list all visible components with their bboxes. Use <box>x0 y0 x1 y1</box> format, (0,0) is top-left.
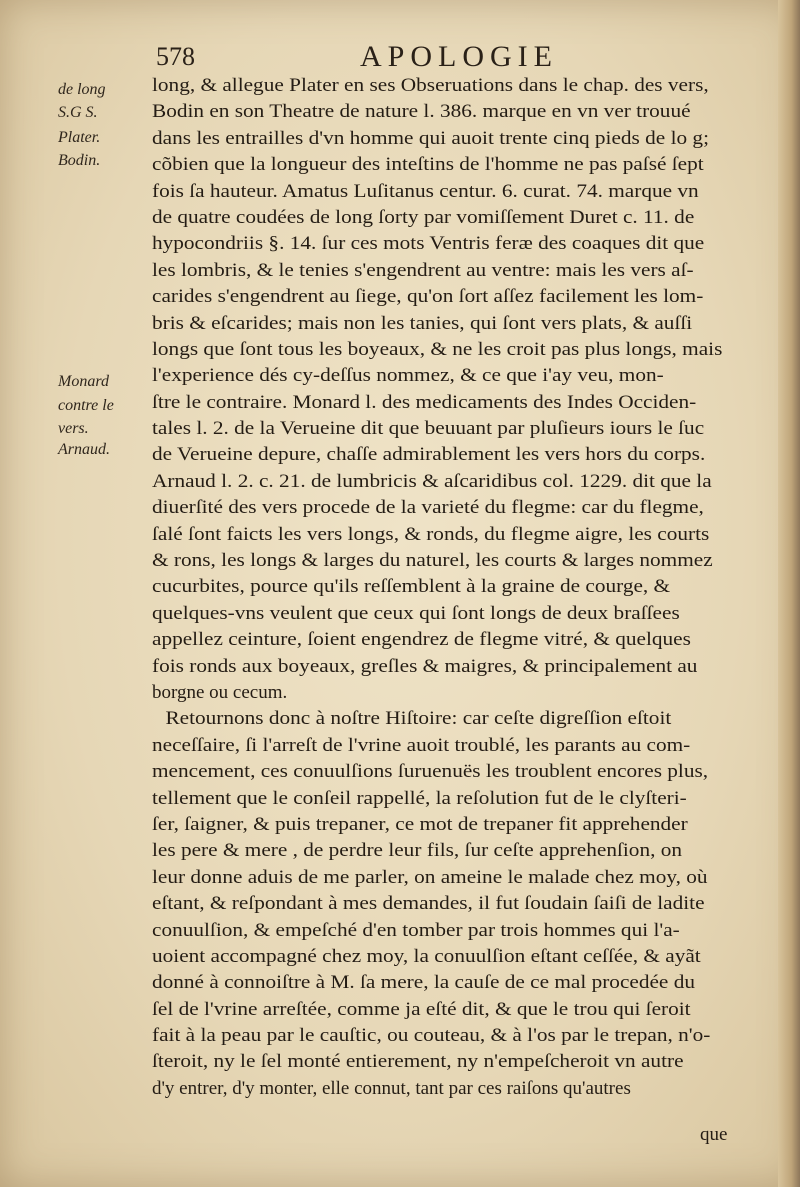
marginal-note: S.G S. <box>58 104 98 121</box>
text-line: conuulſion, & empeſché d'en tomber par trois hommes qui l'a- <box>152 919 680 941</box>
text-line: ſalé ſont faicts les vers longs, & ronds, du flegme aigre, les courts <box>152 523 710 545</box>
text-line: de quatre coudées de long ſorty par vomiſſement Duret c. 11. de <box>152 206 695 228</box>
text-line: ſer, ſaigner, & puis trepaner, ce mot de trepaner fit apprehender <box>152 813 688 835</box>
text-line: Retournons donc à noſtre Hiſtoire: car ceſte digreſſion eſtoit <box>165 708 672 730</box>
text-line: cõbien que la longueur des inteſtins de l'homme ne pas paſsé ſept <box>152 154 704 176</box>
text-line: tellement que le conſeil rappellé, la reſolution fut de le clyſteri- <box>152 787 687 809</box>
text-line: bris & eſcarides; mais non les tanies, qui ſont vers plats, & auſſi <box>152 312 693 334</box>
page-number: 578 <box>156 42 195 71</box>
text-line: de Verueine depure, chaſſe admirablement les vers hors du corps. <box>152 444 706 466</box>
text-line: eſtant, & reſpondant à mes demandes, il fut ſoudain ſaiſi de ladite <box>152 893 705 915</box>
text-line: tales l. 2. de la Verueine dit que beuuant par pluſieurs iours le ſuc <box>152 418 705 440</box>
text-line: fois ſa hauteur. Amatus Luſitanus centur. 6. curat. 74. marque vn <box>152 180 699 202</box>
text-line: diuerſité des vers procede de la varieté du flegme: car du flegme, <box>152 497 704 519</box>
text-line: les lombris, & le tenies s'engendrent au ventre: mais les vers aſ- <box>152 259 694 281</box>
text-line: quelques-vns veulent que ceux qui ſont longs de deux braſſees <box>152 602 680 624</box>
text-line: borgne ou cecum. <box>152 681 288 703</box>
text-line: donné à connoiſtre à M. ſa mere, la cauſe de ce mal procedée du <box>152 972 695 994</box>
text-line: ſteroit, ny le ſel monté entierement, ny n'empeſcheroit vn autre <box>152 1051 684 1073</box>
running-head: APOLOGIE <box>360 40 558 73</box>
text-line: & rons, les longs & larges du naturel, les courts & larges nommez <box>152 550 713 572</box>
text-line: hypocondriis §. 14. ſur ces mots Ventris feræ des coaques dit que <box>152 233 705 255</box>
marginal-note: Bodin. <box>58 152 101 169</box>
marginal-note: Arnaud. <box>58 441 110 458</box>
text-line: neceſſaire, ſi l'arreſt de l'vrine auoit troublé, les parants au com- <box>152 734 691 756</box>
text-line: appellez ceinture, ſoient engendrez de flegme vitré, & quelques <box>152 629 691 651</box>
text-line: long, & allegue Plater en ses Obseruations dans le chap. des vers, <box>152 75 709 96</box>
text-line: Arnaud l. 2. c. 21. de lumbricis & aſcaridibus col. 1229. dit que la <box>152 470 712 492</box>
text-line: mencement, ces conuulſions ſuruenuës les troublent encores plus, <box>152 761 709 783</box>
text-line: longs que ſont tous les boyeaux, & ne les croit pas plus longs, mais <box>152 338 723 360</box>
marginal-note: de long <box>58 81 106 98</box>
text-line: ſtre le contraire. Monard l. des medicaments des Indes Occiden- <box>152 391 697 413</box>
page-header <box>150 40 750 76</box>
marginal-note: vers. <box>58 420 89 437</box>
text-line: les pere & mere , de perdre leur fils, ſur ceſte apprehenſion, on <box>152 840 683 862</box>
marginal-note: Plater. <box>58 129 101 146</box>
page-edge <box>778 0 800 1187</box>
text-line: l'experience dés cy-deſſus nommez, & ce que i'ay veu, mon- <box>152 365 664 387</box>
marginal-note: contre le <box>58 397 114 414</box>
text-line: leur donne aduis de me parler, on ameine le malade chez moy, où <box>152 866 708 888</box>
text-line: uoient accompagné chez moy, la conuulſion eſtant ceſſée, & ayãt <box>152 945 701 967</box>
text-line: cucurbites, pource qu'ils reſſemblent à la graine de courge, & <box>152 576 671 598</box>
text-line: ſel de l'vrine arreſtée, comme ja eſté dit, & que le trou qui ſeroit <box>152 998 691 1020</box>
catchword: que <box>700 1124 728 1145</box>
text-line: fait à la peau par le cauſtic, ou couteau, & à l'os par le trepan, n'o- <box>152 1025 711 1047</box>
text-line: fois ronds aux boyeaux, greſles & maigres, & principalement au <box>152 655 698 677</box>
text-line: d'y entrer, d'y monter, elle connut, tant par ces raiſons qu'autres <box>152 1077 631 1099</box>
marginal-note: Monard <box>58 373 109 390</box>
text-line: carides s'engendrent au ſiege, qu'on ſort aſſez facilement les lom- <box>152 286 704 308</box>
body-text <box>152 73 738 1102</box>
text-line: dans les entrailles d'vn homme qui auoit trente cinq pieds de lo g; <box>152 127 709 149</box>
text-line: Bodin en son Theatre de nature l. 386. marque en vn ver trouué <box>152 101 691 123</box>
